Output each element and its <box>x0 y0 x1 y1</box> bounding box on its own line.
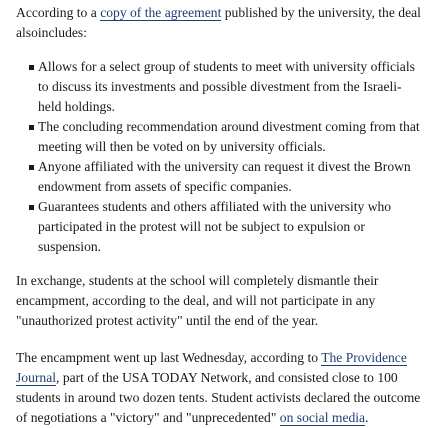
providence-journal-link[interactable]: The Providence Journal <box>16 350 407 385</box>
list-item <box>29 197 424 257</box>
bullet-square-icon <box>29 125 34 130</box>
intro-text-after: published by the university, the deal alsoincludes: <box>16 5 421 40</box>
exchange-paragraph: In exchange, students at the school will completely dismantle their encampment, according to the deal, and will not participate in any "unauthorized protest activity" until the end of the year. <box>16 273 379 328</box>
bullet-square-icon <box>29 165 34 170</box>
list-item <box>29 117 424 157</box>
social-media-link[interactable]: on social media <box>279 410 366 425</box>
list-item-text: Anyone affiliated with the university can request it divest the Brown endowment from assets of specific companies. <box>38 159 411 194</box>
list-item-text: The concluding recommendation around divestment coming from that meeting will then be voted on by university officials. <box>38 119 420 154</box>
intro-text-before: According to a <box>16 5 101 20</box>
encampment-text-2: , part of the USA TODAY Network, and consisted close to 100 students in around two dozen tents. Student activists declared the outcome of negotiations a "victory" and "unprecedented" <box>16 370 421 425</box>
encampment-text-3: . <box>365 410 369 425</box>
list-item <box>29 157 424 197</box>
list-item-text: Allows for a select group of students to meet with university officials to discuss its investments and possible divestment from the Israeli-held holdings. <box>38 59 415 114</box>
bullet-square-icon <box>29 205 34 210</box>
agreement-copy-link[interactable]: copy of the agreement <box>100 5 222 20</box>
bullet-square-icon <box>29 65 34 70</box>
encampment-text-1: The encampment went up last Wednesday, according to <box>16 350 322 365</box>
list-item <box>29 57 424 117</box>
intro-paragraph <box>16 3 424 43</box>
encampment-paragraph <box>16 348 424 428</box>
agreement-terms-list <box>16 57 424 257</box>
list-item-text: Guarantees students and others affiliated with the university who participated in the protest will not be subject to expulsion or suspension. <box>38 199 392 254</box>
